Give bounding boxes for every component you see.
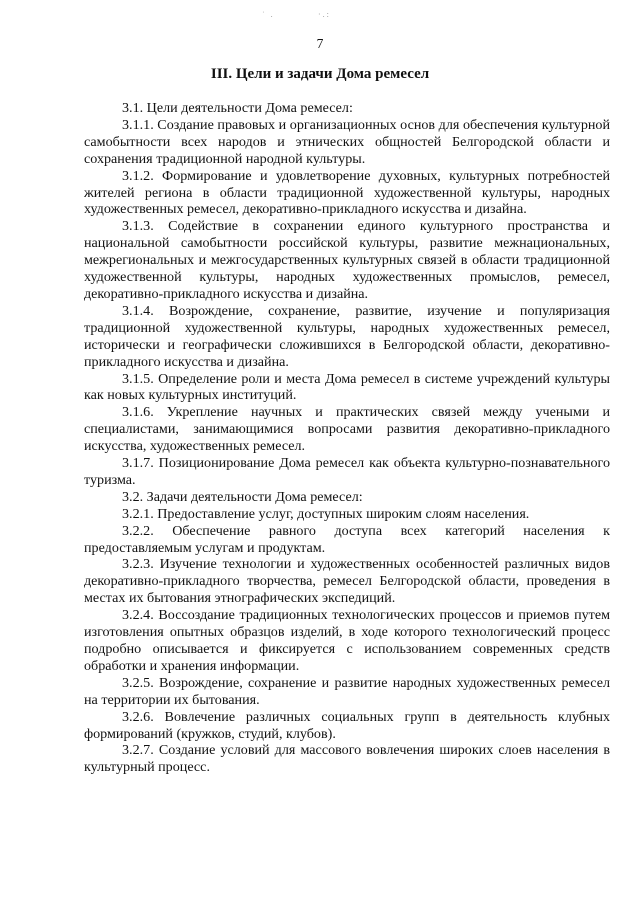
paragraph: 3.1.3. Содействие в сохранении единого культурного пространства и национальной самобытности российской культуры, развитие межнациональных, межрегиональных и межгосударственных культурных связей в области традиционной художественной культуры, народных художественных промыслов, ремесел, декоративно-прикладного искусства и дизайна. bbox=[84, 218, 610, 302]
paragraph: 3.1.6. Укрепление научных и практических связей между учеными и специалистами, занимающимися вопросами развития декоративно-прикладного искусства, художественных ремесел. bbox=[84, 404, 610, 455]
paragraph: 3.2.1. Предоставление услуг, доступных широким слоям населения. bbox=[122, 505, 530, 522]
paragraph: 3.2.5. Возрождение, сохранение и развитие народных художественных ремесел на территории их бытования. bbox=[84, 674, 610, 708]
paragraph: 3.1. Цели деятельности Дома ремесел: bbox=[122, 100, 353, 116]
paragraph: 3.2.3. Изучение технологии и художественных особенностей различных видов декоративно-прикладного творчества, ремесел Белгородской области, проведения в местах их бытования этнографических экспедиций. bbox=[84, 556, 610, 607]
paragraph: 3.1.5. Определение роли и места Дома ремесел в системе учреждений культуры как новых культурных институций. bbox=[84, 370, 610, 404]
paragraph: 3.2.6. Вовлечение различных социальных групп в деятельность клубных формирований (кружков, студий, клубов). bbox=[84, 708, 610, 742]
paragraph: 3.2.7. Создание условий для массового вовлечения широких слоев населения в культурный процесс. bbox=[84, 742, 610, 776]
paragraph: 3.2.2. Обеспечение равного доступа всех категорий населения к предоставляемым услугам и продуктам. bbox=[84, 522, 610, 556]
paragraph: 3.1.1. Создание правовых и организационных основ для обеспечения культурной самобытности всех народов и этнических общностей Белгородской области и сохранения традиционной народной культуры. bbox=[84, 116, 610, 167]
paragraph: 3.2. Задачи деятельности Дома ремесел: bbox=[122, 488, 363, 505]
paragraph: 3.1.4. Возрождение, сохранение, развитие, изучение и популяризация традиционной художественной культуры, народных художественных ремесел, исторически и географически сложившихся в Белгородской области, декоративно-прикладного искусства и дизайна. bbox=[84, 302, 610, 370]
scan-mark: ·.: bbox=[318, 10, 331, 19]
paragraph: 3.2.4. Воссоздание традиционных технологических процессов и приемов путем изготовления опытных образцов изделий, в ходе которого технологический процесс подробно описывается и фиксируется с использованием современных средств обработки и хранения информации. bbox=[84, 607, 610, 674]
document-body bbox=[84, 100, 610, 776]
paragraph: 3.1.2. Формирование и удовлетворение духовных, культурных потребностей жителей региона в области традиционной художественной культуры, народных художественных ремесел, декоративно-прикладного искусства и дизайна. bbox=[84, 167, 610, 218]
paragraph: 3.1.7. Позиционирование Дома ремесел как объекта культурно-познавательного туризма. bbox=[84, 455, 610, 488]
page-number: 7 bbox=[316, 36, 324, 51]
section-heading: III. Цели и задачи Дома ремесел bbox=[210, 66, 430, 82]
scan-mark: ˙ . bbox=[262, 10, 275, 19]
